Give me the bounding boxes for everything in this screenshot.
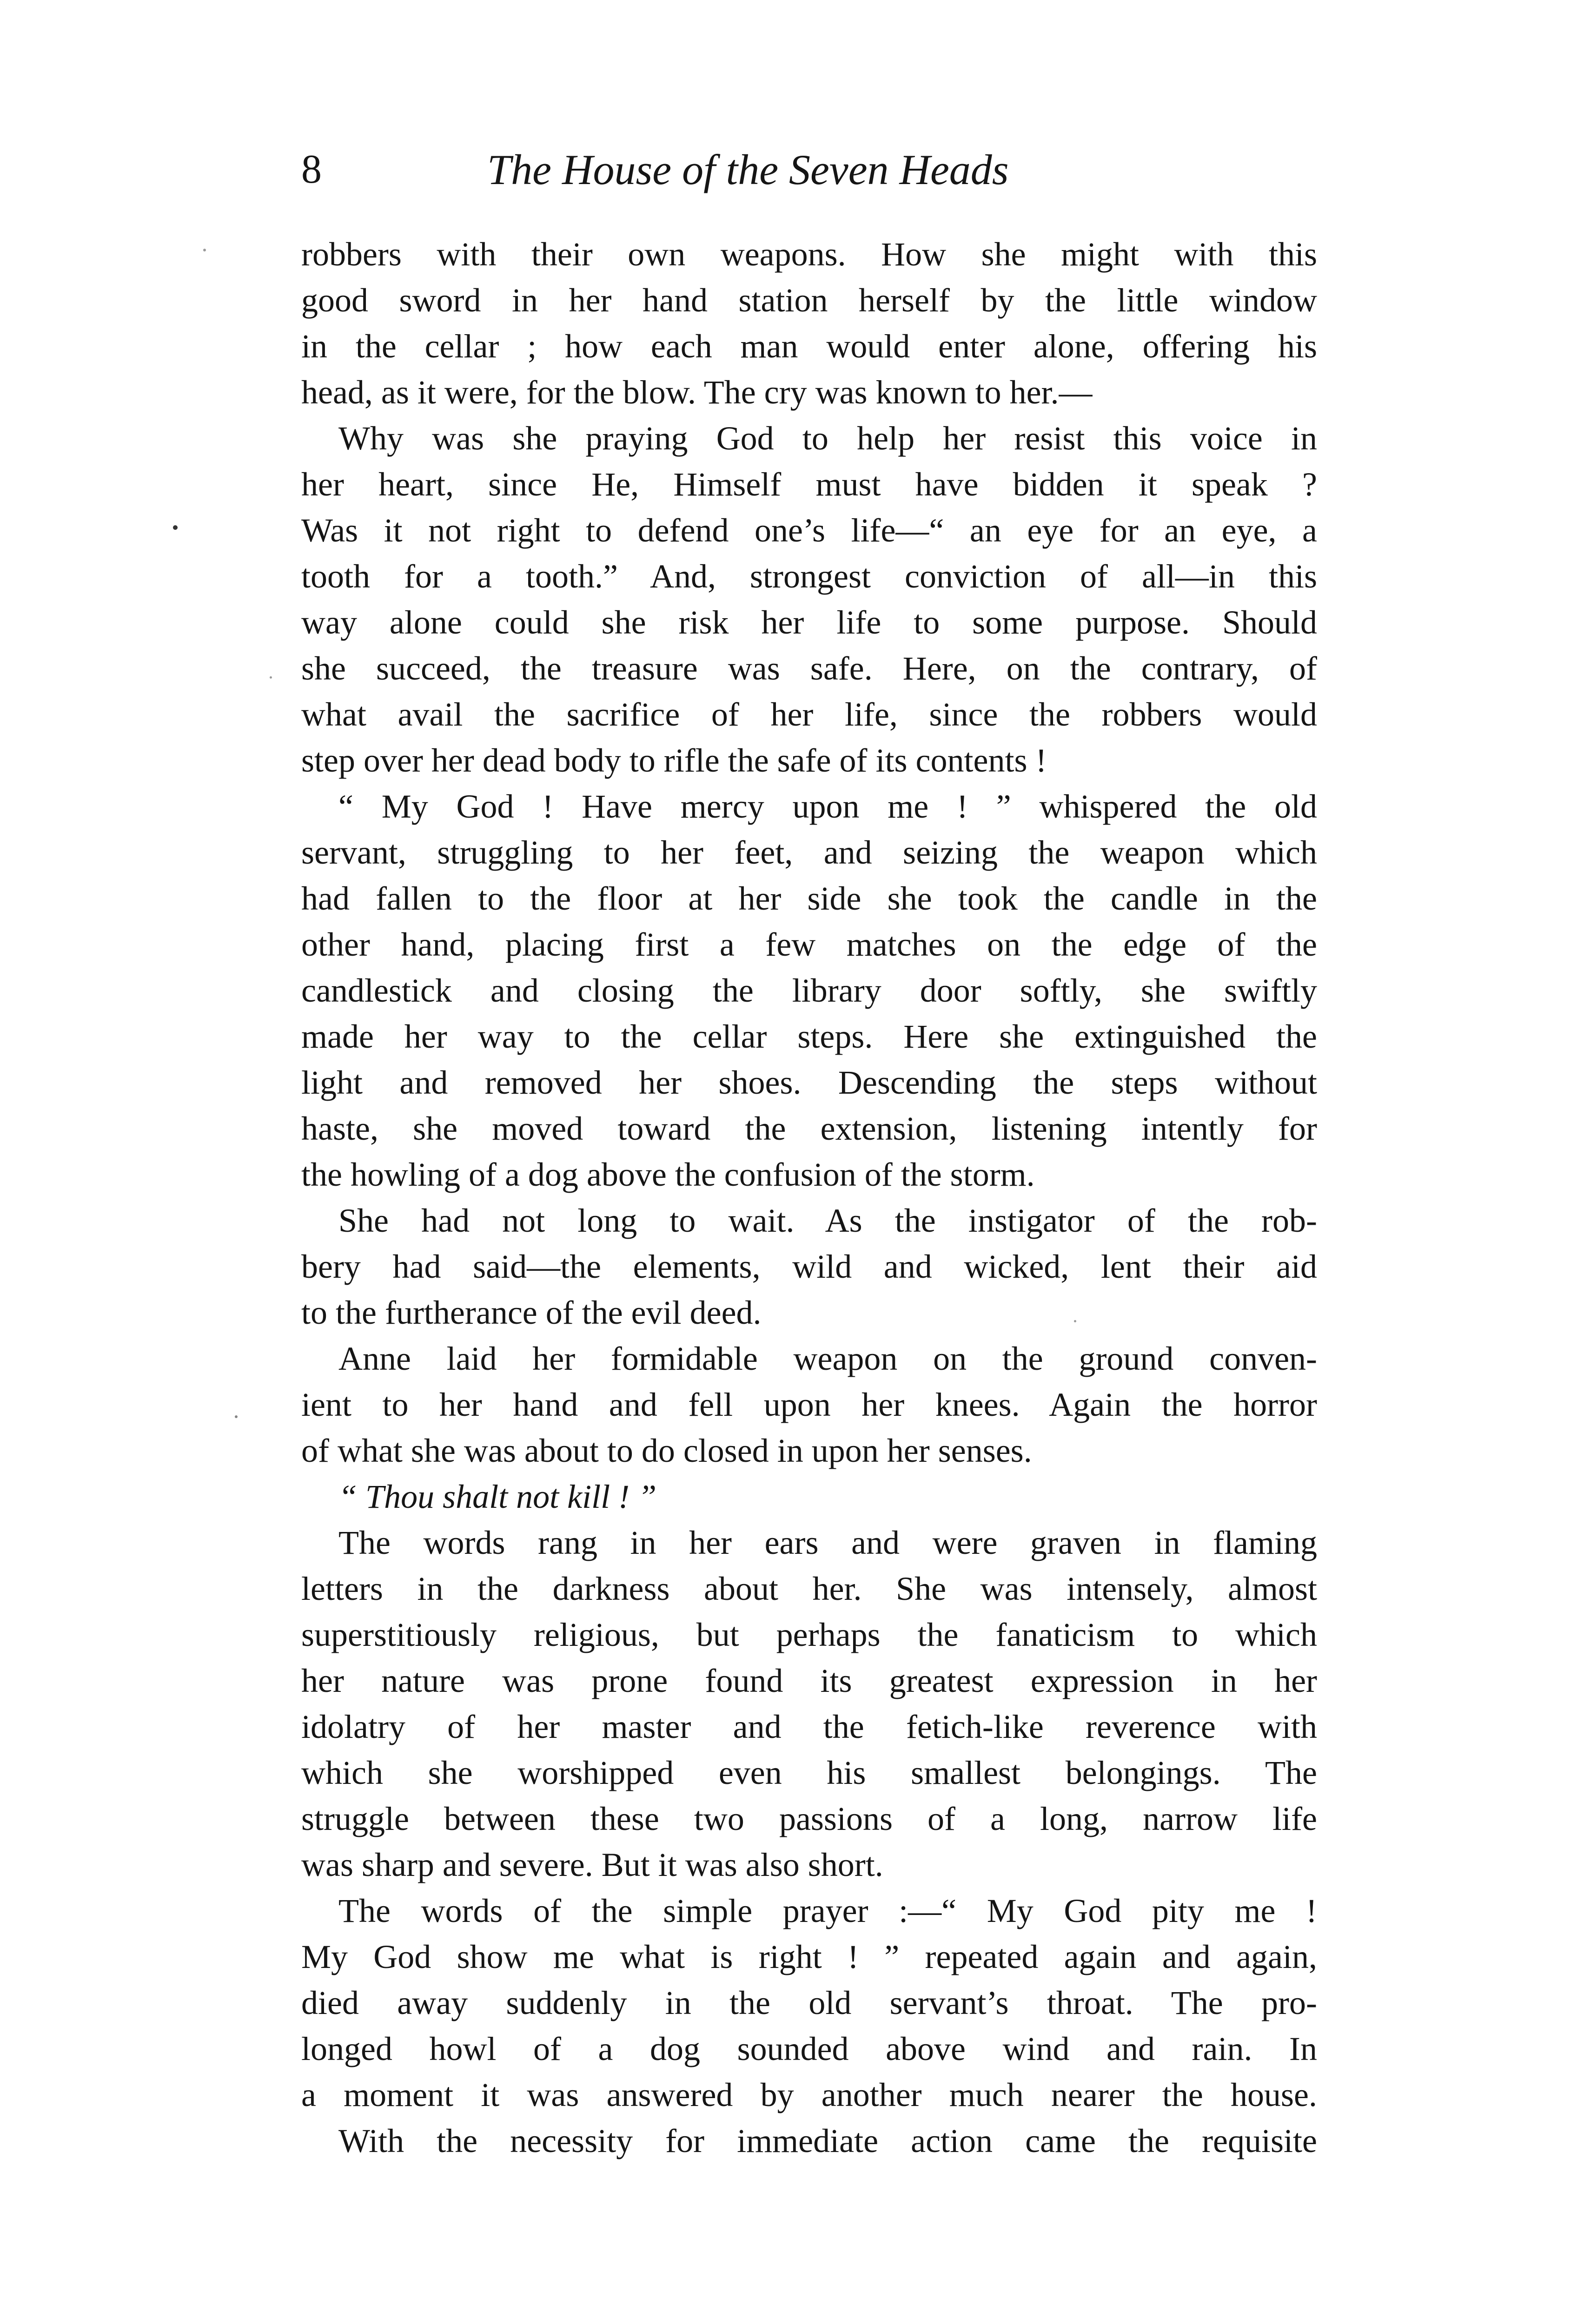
text-line: was sharp and severe. But it was also short. [301,1846,883,1883]
text-line: Anne laid her formidable weapon on the ground conven- [338,1340,1317,1377]
scan-speck [270,676,272,679]
text-line: which she worshipped even his smallest belongings. The [301,1754,1317,1791]
scan-speck [1074,1320,1076,1322]
text-line: her nature was prone found its greatest expression in her [301,1662,1317,1699]
text-line: candlestick and closing the library door softly, she swiftly [301,972,1317,1009]
text-line: With the necessity for immediate action came the requisite [338,2122,1317,2159]
body-text [301,231,1317,2164]
text-line: She had not long to wait. As the instigator of the rob- [338,1202,1317,1239]
text-line: made her way to the cellar steps. Here she extinguished the [301,1018,1317,1055]
text-line: a moment it was answered by another much nearer the house. [301,2076,1317,2113]
text-line: idolatry of her master and the fetich-like reverence with [301,1708,1317,1745]
scan-speck [203,249,206,251]
text-line: the howling of a dog above the confusion of the storm. [301,1156,1035,1193]
text-line: step over her dead body to rifle the safe of its contents ! [301,742,1047,779]
text-line: superstitiously religious, but perhaps the fanaticism to which [301,1616,1317,1653]
text-line: ient to her hand and fell upon her knees. Again the horror [301,1386,1317,1423]
text-line: other hand, placing first a few matches on the edge of the [301,926,1317,963]
text-line: what avail the sacrifice of her life, since the robbers would [301,696,1317,733]
text-line: her heart, since He, Himself must have bidden it speak ? [301,466,1317,503]
text-line: Why was she praying God to help her resist this voice in [338,420,1317,457]
text-line: letters in the darkness about her. She was intensely, almost [301,1570,1317,1607]
text-line: robbers with their own weapons. How she might with this [301,236,1317,273]
text-line: of what she was about to do closed in upon her senses. [301,1432,1032,1469]
text-line: longed howl of a dog sounded above wind and rain. In [301,2030,1317,2067]
text-line: in the cellar ; how each man would enter alone, offering his [301,328,1317,365]
scan-speck [173,525,178,530]
text-line: haste, she moved toward the extension, listening intently for [301,1110,1317,1147]
text-line: tooth for a tooth.” And, strongest conviction of all—in this [301,558,1317,595]
page-header [301,135,1324,209]
text-line: to the furtherance of the evil deed. [301,1294,762,1331]
text-line: way alone could she risk her life to some purpose. Should [301,604,1317,641]
scan-speck [235,1415,238,1418]
text-line: The words rang in her ears and were graven in flaming [338,1524,1317,1561]
text-line: she succeed, the treasure was safe. Here, on the contrary, of [301,650,1317,687]
page-number: 8 [301,147,322,192]
running-title: The House of the Seven Heads [487,146,1009,193]
text-line: had fallen to the floor at her side she took the candle in the [301,880,1317,917]
text-line: servant, struggling to her feet, and seizing the weapon which [301,834,1317,871]
text-line: good sword in her hand station herself by the little window [301,282,1317,319]
text-line: “ Thou shalt not kill ! ” [338,1478,657,1515]
text-line: died away suddenly in the old servant’s throat. The pro- [301,1984,1317,2021]
text-line: light and removed her shoes. Descending the steps without [301,1064,1317,1101]
text-line: struggle between these two passions of a long, narrow life [301,1800,1317,1837]
text-line: The words of the simple prayer :—“ My God pity me ! [338,1892,1317,1929]
text-line: “ My God ! Have mercy upon me ! ” whispered the old [338,788,1317,825]
text-line: My God show me what is right ! ” repeated again and again, [301,1938,1317,1975]
text-line: head, as it were, for the blow. The cry was known to her.— [301,374,1093,411]
text-line: bery had said—the elements, wild and wicked, lent their aid [301,1248,1317,1285]
text-line: Was it not right to defend one’s life—“ an eye for an eye, a [301,512,1317,549]
